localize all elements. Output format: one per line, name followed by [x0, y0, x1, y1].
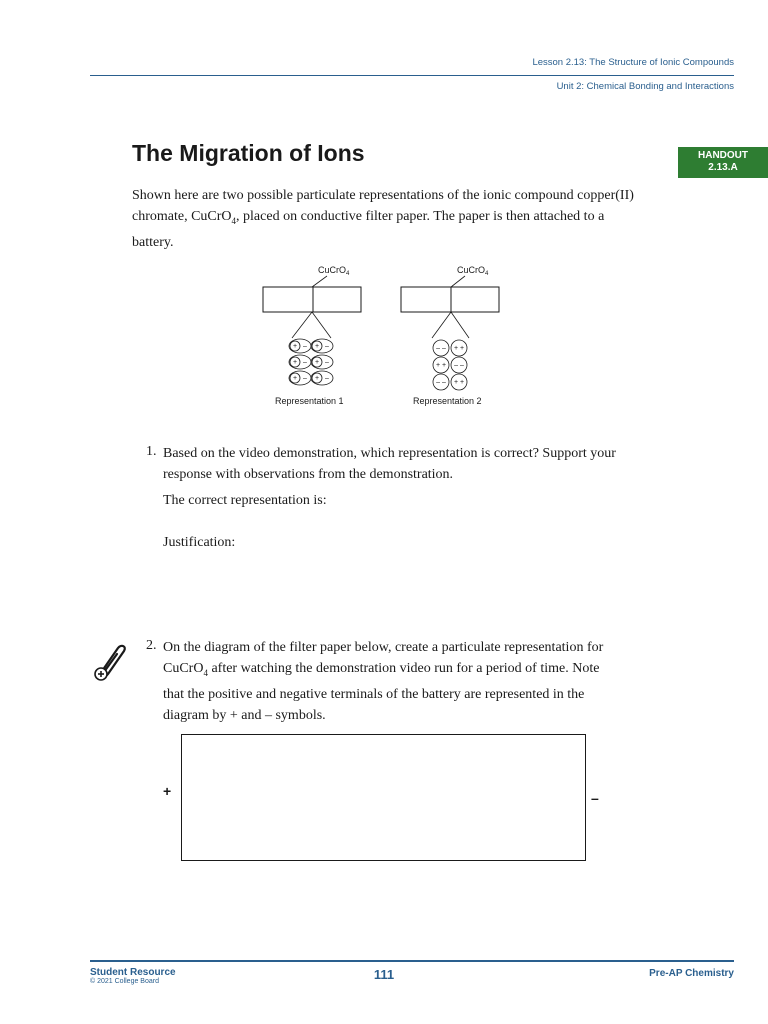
- rep1-label: CuCrO$_4$: [318, 265, 350, 277]
- svg-text:– –: – –: [436, 345, 446, 352]
- svg-text:–: –: [303, 359, 307, 366]
- header-rule: [90, 75, 734, 76]
- page-title: The Migration of Ions: [132, 140, 365, 166]
- positive-terminal: +: [163, 783, 172, 799]
- representations-figure: [255, 258, 515, 413]
- question-2-number: 2.: [146, 638, 157, 653]
- svg-text:–: –: [325, 375, 329, 382]
- svg-text:+ +: + +: [453, 345, 465, 352]
- question-1-prompt-answer: The correct representation is:: [163, 493, 327, 508]
- svg-text:+: +: [292, 375, 298, 382]
- question-2-text: On the diagram of the filter paper below, create a particulate representation for CuCrO$_4$ after watching the demonstration video run for a period of time. Note that the positive and negative terminals of the battery are represented in the diagram by + and – symbols.: [163, 640, 604, 723]
- footer-rule: [90, 960, 734, 962]
- svg-text:–: –: [325, 359, 329, 366]
- svg-text:– –: – –: [454, 362, 464, 369]
- footer-student-resource: Student Resource: [90, 967, 176, 978]
- footer-course: Pre-AP Chemistry: [649, 968, 734, 979]
- unit-header: Unit 2: Chemical Bonding and Interactions: [556, 81, 734, 92]
- rep2-label: CuCrO$_4$: [457, 265, 489, 277]
- svg-text:+: +: [292, 359, 298, 366]
- svg-text:–: –: [303, 375, 307, 382]
- svg-text:+ +: + +: [453, 379, 465, 386]
- negative-terminal: –: [591, 790, 599, 806]
- svg-text:–: –: [303, 343, 307, 350]
- question-1-text: Based on the video demonstration, which representation is correct? Support your response with observations from the demonstration.: [163, 446, 616, 482]
- question-1-number: 1.: [146, 444, 157, 459]
- badge-line-1: HANDOUT: [698, 150, 748, 161]
- lesson-header: Lesson 2.13: The Structure of Ionic Compounds: [532, 57, 734, 68]
- svg-text:–: –: [325, 343, 329, 350]
- badge-line-2: 2.13.A: [708, 162, 738, 173]
- paperclip-plus-icon: [90, 640, 130, 684]
- intro-paragraph: Shown here are two possible particulate representations of the ionic compound copper(II) chromate, CuCrO$_4$, placed on conductive filter paper. The paper is then attached to a battery.: [132, 188, 634, 250]
- rep1-caption: Representation 1: [275, 396, 344, 406]
- footer-copyright: © 2021 College Board: [90, 978, 159, 985]
- handout-badge: [678, 147, 768, 178]
- filter-paper-drawing-area[interactable]: [181, 734, 586, 861]
- svg-text:+ +: + +: [435, 362, 447, 369]
- svg-text:+: +: [314, 343, 320, 350]
- svg-text:+: +: [292, 343, 298, 350]
- svg-text:+: +: [314, 375, 320, 382]
- svg-text:– –: – –: [436, 379, 446, 386]
- svg-text:+: +: [314, 359, 320, 366]
- page-number: 111: [373, 967, 395, 982]
- rep2-caption: Representation 2: [413, 396, 482, 406]
- question-1-prompt-justification: Justification:: [163, 535, 236, 550]
